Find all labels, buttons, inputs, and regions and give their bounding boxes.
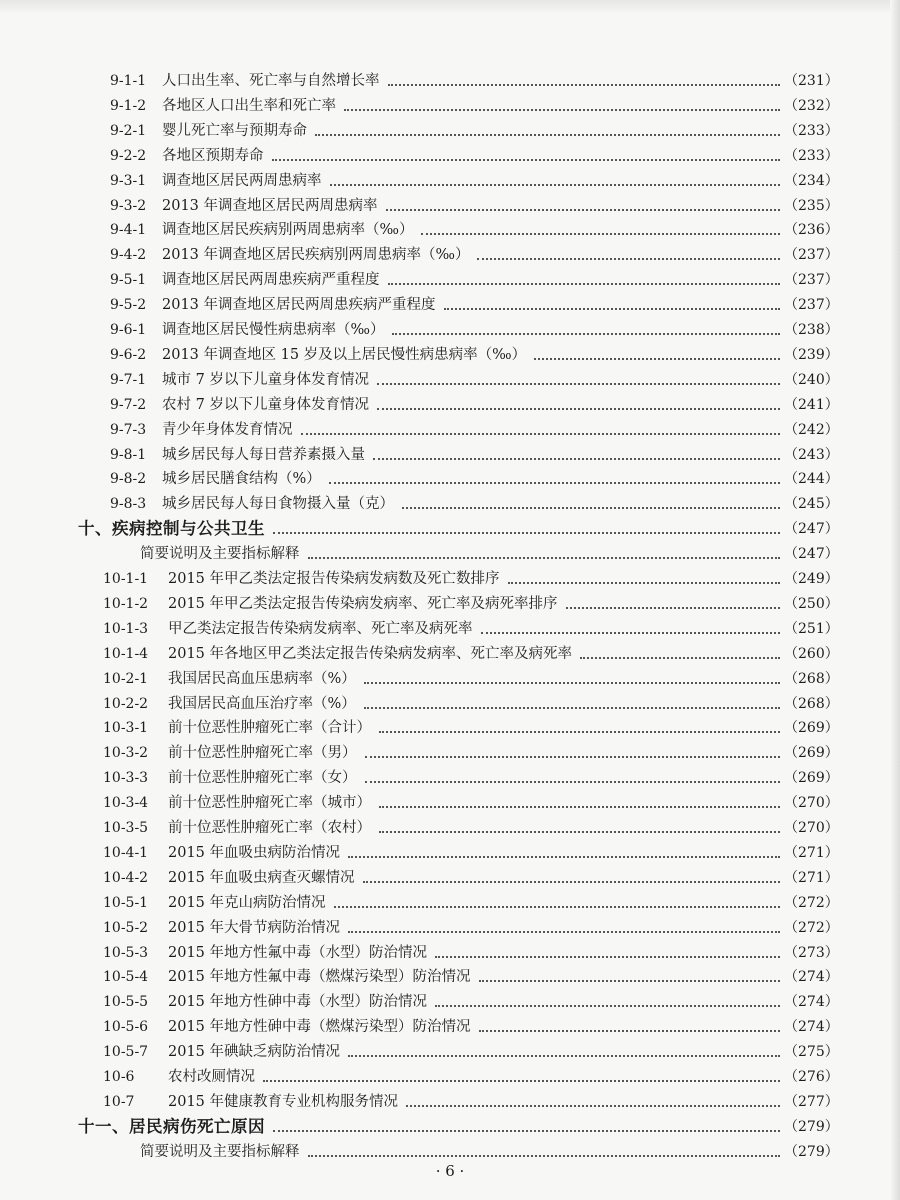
toc-entry-page: （247）	[784, 546, 839, 563]
toc-entry-title: 婴儿死亡率与预期寿命	[162, 122, 307, 139]
toc-entry-page: （239）	[784, 346, 839, 363]
toc-entry[interactable]	[0, 444, 900, 468]
toc-entry-title: 人口出生率、死亡率与自然增长率	[162, 73, 380, 89]
toc-entry[interactable]	[0, 170, 900, 194]
toc-entry-title: 简要说明及主要指标解释	[140, 1143, 300, 1160]
toc-entry-number: 10-1-2	[103, 595, 149, 612]
toc-entry[interactable]	[0, 394, 900, 418]
toc-entry-page: （237）	[784, 272, 839, 289]
toc-entry-title: 十、疾病控制与公共卫生	[78, 519, 265, 539]
toc-entry[interactable]	[0, 468, 900, 492]
toc-entry-title: 城市 7 岁以下儿童身体发育情况	[162, 371, 369, 388]
toc-entry-page: （235）	[784, 197, 839, 214]
toc-leader-dots	[377, 371, 780, 385]
toc-entry-number: 9-1-1	[110, 73, 147, 89]
toc-leader-dots	[388, 271, 780, 285]
toc-entry-page: （271）	[784, 844, 839, 861]
toc-entry-title: 调查地区居民两周患疾病严重程度	[162, 272, 380, 289]
toc-entry-number: 9-8-1	[110, 446, 147, 463]
page-number: · 6 ·	[435, 1162, 465, 1180]
toc-leader-dots	[263, 1068, 780, 1082]
toc-leader-dots	[301, 421, 780, 435]
toc-leader-dots	[348, 919, 780, 933]
toc-entry-title: 前十位恶性肿瘤死亡率（农村）	[168, 820, 371, 836]
toc-entry-page: （271）	[784, 869, 839, 886]
toc-entry-number: 9-1-2	[110, 97, 147, 114]
toc-entry-number: 10-5-3	[103, 944, 149, 961]
toc-entry-number: 10-6	[103, 1069, 135, 1085]
toc-entry-page: （233）	[784, 147, 839, 164]
toc-entry[interactable]	[0, 991, 900, 1015]
toc-entry-page: （270）	[784, 795, 839, 812]
toc-leader-dots	[334, 894, 780, 908]
toc-leader-dots	[365, 744, 780, 758]
toc-entry[interactable]	[0, 966, 900, 990]
toc-entry[interactable]	[0, 618, 900, 642]
toc-entry-page: （279）	[784, 1118, 839, 1135]
toc-entry-number: 10-1-3	[103, 620, 149, 637]
toc-entry[interactable]	[0, 892, 900, 916]
toc-entry-title: 2015 年地方性氟中毒（燃煤污染型）防治情况	[168, 969, 471, 986]
toc-entry-number: 10-5-5	[103, 994, 149, 1011]
toc-entry-page: （260）	[784, 645, 839, 662]
toc-entry[interactable]	[0, 219, 900, 243]
toc-entry-title: 2015 年甲乙类法定报告传染病发病数及死亡数排序	[168, 571, 500, 587]
toc-entry-number: 10-3-1	[103, 720, 149, 737]
toc-section-heading[interactable]	[0, 518, 900, 542]
toc-leader-dots	[364, 695, 780, 709]
toc-entry-page: （232）	[784, 97, 839, 114]
toc-entry-title: 2015 年甲乙类法定报告传染病发病率、死亡率及病死率排序	[168, 595, 558, 612]
toc-entry-number: 10-3-5	[103, 820, 149, 836]
toc-entry-number: 9-8-2	[110, 471, 147, 488]
toc-entry-number: 10-3-3	[103, 770, 149, 787]
toc-entry[interactable]	[0, 95, 900, 119]
toc-entry-number: 10-2-1	[103, 670, 149, 687]
toc-entry-number: 9-7-2	[110, 396, 147, 413]
toc-leader-dots	[365, 769, 780, 783]
toc-leader-dots	[363, 869, 780, 883]
toc-leader-dots	[402, 495, 780, 509]
toc-entry-title: 城乡居民每人每日食物摄入量（克）	[162, 496, 394, 513]
toc-leader-dots	[444, 296, 780, 310]
toc-entry-title: 2015 年地方性氟中毒（水型）防治情况	[168, 944, 428, 961]
toc-entry[interactable]	[0, 942, 900, 966]
toc-entry-number: 9-5-1	[110, 272, 147, 289]
toc-entry-title: 调查地区居民两周患病率	[162, 172, 322, 189]
toc-leader-dots	[566, 595, 780, 609]
toc-entry-number: 10-5-2	[103, 919, 149, 936]
toc-entry-number: 9-7-3	[110, 421, 147, 438]
toc-entry-page: （241）	[784, 396, 839, 413]
toc-entry[interactable]	[0, 568, 900, 592]
toc-entry-page: （244）	[784, 471, 839, 488]
toc-entry-number: 10-4-1	[103, 844, 149, 861]
toc-leader-dots	[273, 520, 780, 534]
toc-leader-dots	[364, 670, 780, 684]
toc-entry-page: （269）	[784, 720, 839, 737]
toc-leader-dots	[329, 470, 780, 484]
toc-section-heading[interactable]	[0, 1116, 900, 1140]
toc-entry-page: （247）	[784, 521, 839, 538]
toc-entry-title: 各地区人口出生率和死亡率	[162, 97, 336, 114]
toc-entry[interactable]	[0, 842, 900, 866]
toc-entry-page: （251）	[784, 620, 839, 637]
toc-entry-title: 甲乙类法定报告传染病发病率、死亡率及病死率	[168, 620, 473, 637]
toc-entry[interactable]	[0, 1041, 900, 1065]
toc-entry-number: 10-2-2	[103, 695, 149, 712]
toc-entry-page: （238）	[784, 322, 839, 338]
toc-leader-dots	[580, 645, 780, 659]
toc-entry-title: 前十位恶性肿瘤死亡率（城市）	[168, 795, 371, 812]
toc-entry-title: 2015 年克山病防治情况	[168, 894, 326, 911]
toc-entry-title: 2015 年血吸虫病查灭螺情况	[168, 869, 355, 886]
toc-entry-page: （245）	[784, 496, 839, 513]
toc-entry-number: 9-2-1	[110, 122, 147, 139]
toc-entry-number: 9-8-3	[110, 496, 147, 513]
toc-leader-dots	[344, 97, 780, 111]
toc-entry-page: （231）	[784, 73, 839, 89]
toc-entry[interactable]	[0, 817, 900, 841]
toc-leader-dots	[379, 794, 780, 808]
toc-entry[interactable]	[0, 419, 900, 443]
toc-entry-number: 9-2-2	[110, 147, 147, 164]
toc-entry[interactable]	[0, 120, 900, 144]
toc-entry-page: （242）	[784, 421, 839, 438]
toc-entry-page: （277）	[784, 1093, 839, 1110]
toc-entry-page: （275）	[784, 1044, 839, 1061]
toc-entry-title: 简要说明及主要指标解释	[140, 546, 300, 563]
toc-entry[interactable]	[0, 792, 900, 816]
toc-entry-number: 10-3-4	[103, 795, 149, 812]
toc-leader-dots	[373, 446, 780, 460]
toc-leader-dots	[308, 545, 780, 559]
toc-entry-number: 9-7-1	[110, 371, 147, 388]
toc-entry[interactable]	[0, 369, 900, 393]
toc-entry[interactable]	[0, 643, 900, 667]
toc-leader-dots	[377, 396, 780, 410]
toc-entry[interactable]	[0, 693, 900, 717]
toc-entry-title: 青少年身体发育情况	[162, 421, 293, 438]
toc-entry-title: 城乡居民膳食结构（%）	[162, 471, 321, 488]
toc-leader-dots	[379, 719, 780, 733]
toc-entry-page: （270）	[784, 820, 839, 836]
toc-entry-page: （276）	[784, 1069, 839, 1085]
toc-entry-page: （234）	[784, 172, 839, 189]
toc-entry[interactable]	[0, 1066, 900, 1090]
toc-entry[interactable]	[0, 917, 900, 941]
toc-leader-dots	[534, 346, 780, 360]
toc-entry[interactable]	[0, 742, 900, 766]
toc-entry-number: 10-5-7	[103, 1044, 149, 1061]
toc-entry-title: 农村改厕情况	[168, 1069, 255, 1085]
toc-entry-page: （243）	[784, 446, 839, 463]
toc-entry[interactable]	[0, 319, 900, 343]
toc-entry-page: （268）	[784, 695, 839, 712]
toc-leader-dots	[435, 944, 780, 958]
toc-leader-dots	[315, 122, 780, 136]
toc-entry-page: （237）	[784, 247, 839, 264]
toc-entry-number: 9-3-2	[110, 197, 147, 214]
toc-entry-page: （237）	[784, 297, 839, 314]
toc-entry[interactable]	[0, 294, 900, 318]
toc-entry[interactable]	[0, 244, 900, 268]
toc-entry-title: 2015 年血吸虫病防治情况	[168, 844, 341, 861]
toc-leader-dots	[330, 172, 780, 186]
toc-entry-page: （274）	[784, 994, 839, 1011]
toc-entry-number: 10-1-4	[103, 645, 149, 662]
toc-entry-title: 2015 年碘缺乏病防治情况	[168, 1044, 341, 1061]
toc-entry-page: （273）	[784, 944, 839, 961]
toc-leader-dots	[421, 221, 780, 235]
toc-entry-number: 9-6-2	[110, 346, 147, 363]
toc-leader-dots	[273, 1118, 780, 1132]
toc-entry-number: 10-3-2	[103, 745, 149, 762]
toc-entry[interactable]	[0, 70, 900, 94]
toc-entry-title: 2013 年调查地区 15 岁及以上居民慢性病患病率（‰）	[162, 346, 527, 363]
toc-entry[interactable]	[0, 717, 900, 741]
toc-entry-title: 城乡居民每人每日营养素摄入量	[162, 446, 365, 463]
toc-entry[interactable]	[0, 1091, 900, 1115]
toc-entry-title: 我国居民高血压治疗率（%）	[168, 695, 356, 712]
toc-entry[interactable]	[0, 269, 900, 293]
toc-leader-dots	[477, 246, 780, 260]
toc-entry[interactable]	[0, 493, 900, 517]
toc-entry-title: 前十位恶性肿瘤死亡率（女）	[168, 770, 357, 787]
toc-entry-number: 9-5-2	[110, 297, 147, 314]
toc-entry[interactable]	[0, 344, 900, 368]
toc-entry[interactable]	[0, 668, 900, 692]
toc-leader-dots	[406, 1093, 780, 1107]
toc-entry-number: 10-5-1	[103, 894, 149, 911]
toc-entry-number: 9-4-1	[110, 222, 147, 239]
toc-entry-title: 2015 年大骨节病防治情况	[168, 919, 341, 936]
toc-entry-page: （274）	[784, 969, 839, 986]
toc-entry-title: 2015 年地方性砷中毒（水型）防治情况	[168, 994, 428, 1011]
toc-entry-title: 前十位恶性肿瘤死亡率（合计）	[168, 720, 371, 737]
toc-entry-number: 9-4-2	[110, 247, 147, 264]
toc-entry[interactable]	[0, 1016, 900, 1040]
toc-entry-number: 10-4-2	[103, 869, 149, 886]
toc-leader-dots	[481, 620, 780, 634]
toc-leader-dots	[392, 321, 780, 335]
toc-entry-title: 调查地区居民疾病别两周患病率（‰）	[162, 222, 414, 239]
toc-entry-page: （268）	[784, 670, 839, 687]
toc-entry-number: 9-3-1	[110, 172, 147, 189]
toc-entry-page: （279）	[784, 1143, 839, 1160]
toc-entry-title: 前十位恶性肿瘤死亡率（男）	[168, 745, 357, 762]
toc-intro-entry[interactable]	[0, 543, 900, 567]
toc-entry-title: 2015 年健康教育专业机构服务情况	[168, 1093, 399, 1110]
toc-leader-dots	[272, 147, 780, 161]
toc-leader-dots	[348, 844, 780, 858]
toc-leader-dots	[388, 72, 780, 86]
toc-entry-page: （269）	[784, 770, 839, 787]
toc-entry-number: 10-5-4	[103, 969, 149, 986]
toc-entry-title: 2013 年调查地区居民两周患病率	[162, 197, 378, 214]
toc-entry-page: （233）	[784, 122, 839, 139]
toc-entry-page: （249）	[784, 571, 839, 587]
toc-leader-dots	[379, 819, 780, 833]
toc-entry-page: （272）	[784, 894, 839, 911]
toc-entry-title: 我国居民高血压患病率（%）	[168, 670, 356, 687]
toc-entry-title: 十一、居民病伤死亡原因	[78, 1116, 265, 1136]
toc-entry-title: 各地区预期寿命	[162, 147, 264, 164]
toc-entry-title: 调查地区居民慢性病患病率（‰）	[162, 322, 385, 338]
toc-entry[interactable]	[0, 867, 900, 891]
toc-entry-title: 2015 年地方性砷中毒（燃煤污染型）防治情况	[168, 1019, 471, 1036]
toc-entry[interactable]	[0, 145, 900, 169]
toc-leader-dots	[308, 1143, 780, 1157]
toc-leader-dots	[479, 968, 780, 982]
toc-entry-title: 2013 年调查地区居民疾病别两周患病率（‰）	[162, 247, 470, 264]
toc-entry-page: （274）	[784, 1019, 839, 1036]
toc-entry-page: （250）	[784, 595, 839, 612]
toc-entry-page: （240）	[784, 371, 839, 388]
toc-entry-number: 9-6-1	[110, 322, 147, 338]
toc-entry[interactable]	[0, 767, 900, 791]
toc-entry-number: 10-7	[103, 1093, 135, 1110]
toc-entry-title: 农村 7 岁以下儿童身体发育情况	[162, 396, 369, 413]
toc-entry-page: （272）	[784, 919, 839, 936]
toc-leader-dots	[386, 197, 780, 211]
toc-entry-number: 10-5-6	[103, 1019, 149, 1036]
toc-entry-page: （236）	[784, 222, 839, 239]
toc-leader-dots	[348, 1043, 780, 1057]
toc-entry[interactable]	[0, 593, 900, 617]
toc-leader-dots	[479, 1018, 780, 1032]
toc-leader-dots	[435, 993, 780, 1007]
toc-entry-title: 2013 年调查地区居民两周患疾病严重程度	[162, 297, 436, 314]
toc-leader-dots	[508, 570, 780, 584]
toc-entry[interactable]	[0, 195, 900, 219]
toc-entry-page: （269）	[784, 745, 839, 762]
toc-entry-number: 10-1-1	[103, 571, 149, 587]
toc-entry-title: 2015 年各地区甲乙类法定报告传染病发病率、死亡率及病死率	[168, 645, 573, 662]
